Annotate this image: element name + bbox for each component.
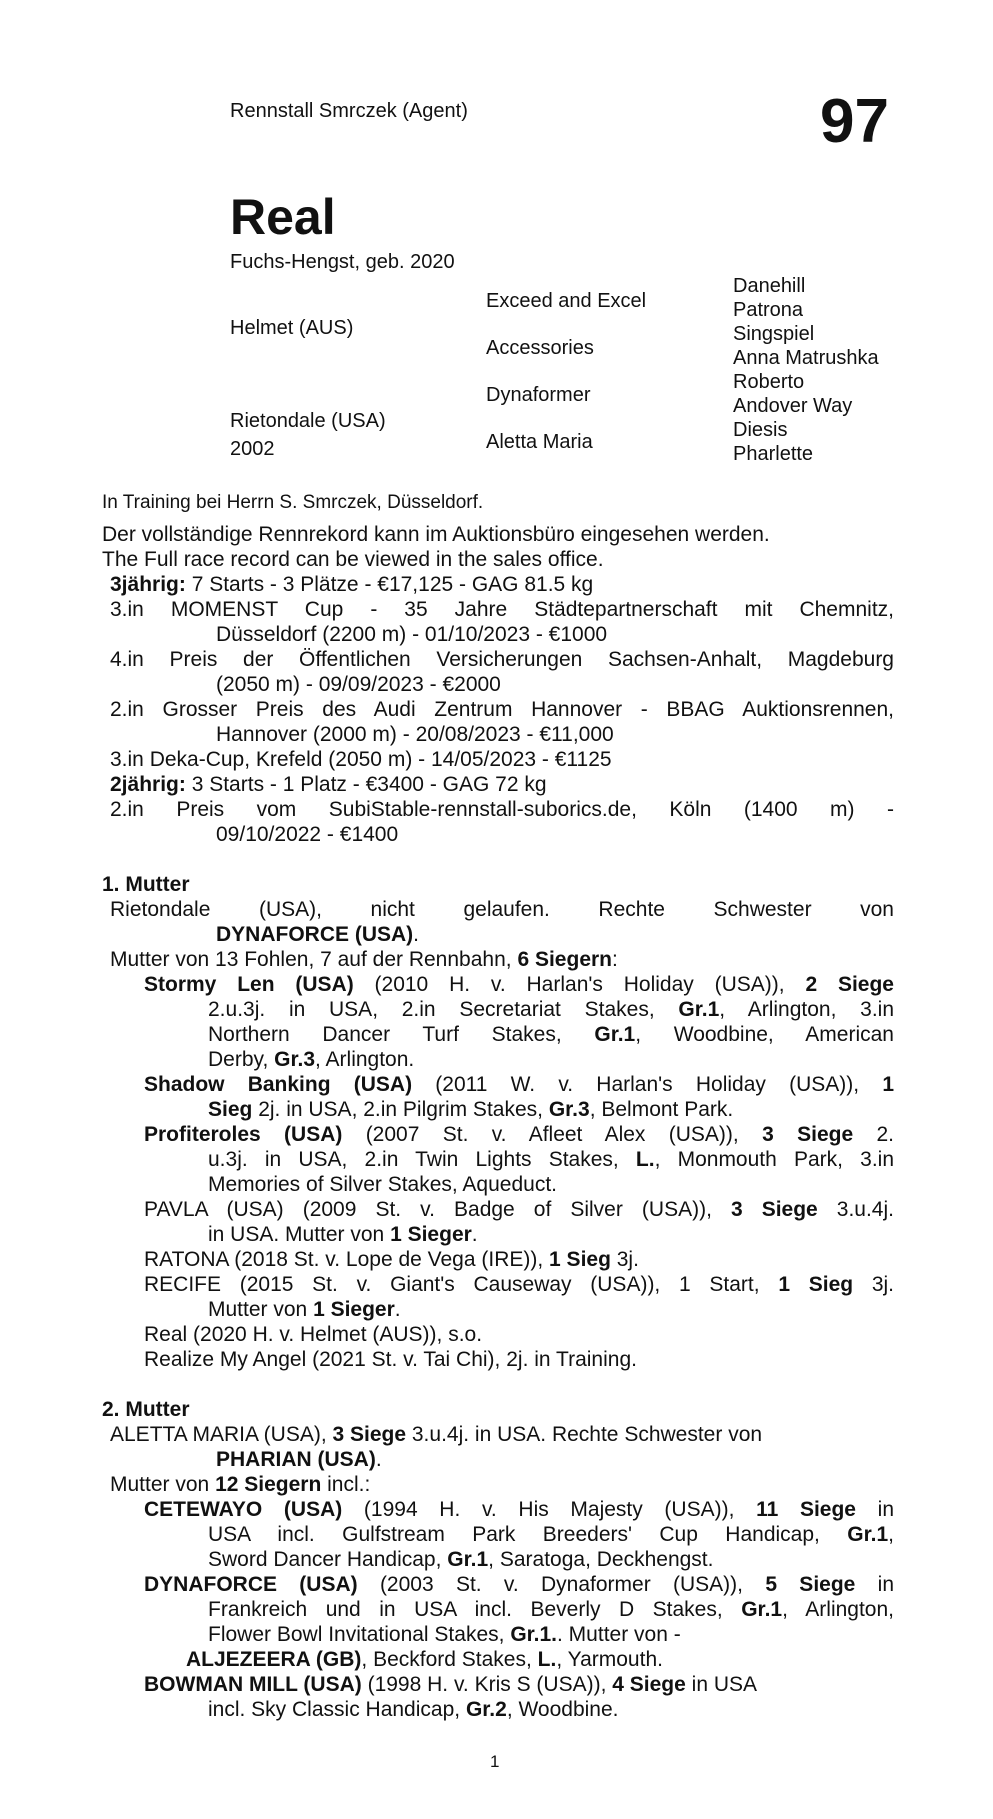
offspring-text: incl. Sky Classic Handicap,: [208, 1698, 461, 1721]
offspring-text: (1998 H. v. Kris S (USA)),: [361, 1673, 607, 1696]
offspring-line: [102, 1272, 894, 1297]
offspring-wins: 5 Siege: [765, 1573, 856, 1596]
offspring-line: [102, 1047, 894, 1072]
offspring-text: (1994 H. v. His Majesty (USA)),: [342, 1498, 735, 1521]
offspring-text: , Arlington, 3.in: [719, 998, 894, 1021]
offspring-text: Flower Bowl Invitational Stakes,: [208, 1623, 505, 1646]
offspring-text: Mutter von: [208, 1298, 308, 1321]
offspring-line: [102, 1497, 894, 1522]
grade: Gr.1: [741, 1598, 783, 1621]
age3-summary: 7 Starts - 3 Plätze - €17,125 - GAG 81.5 kg: [191, 573, 594, 596]
offspring-line: [102, 1547, 894, 1572]
offspring-text: RECIFE (2015 St. v. Giant's Causeway (USA)), 1 Start,: [144, 1273, 760, 1296]
horse-description: Fuchs-Hengst, geb. 2020: [230, 251, 455, 273]
grade: Gr.1: [678, 998, 720, 1021]
record-note-de: Der vollständige Rennrekord kann im Auktionsbüro eingesehen werden.: [102, 523, 770, 546]
offspring-line: [102, 1297, 894, 1322]
page-number: 1: [490, 1752, 500, 1771]
offspring-text: , Beckford Stakes,: [361, 1648, 532, 1671]
age2-summary: 3 Starts - 1 Platz - €3400 - GAG 72 kg: [191, 773, 547, 796]
offspring-text: 2.u.3j. in USA, 2.in Secretariat Stakes,: [208, 998, 655, 1021]
race-line: 2.in Preis vom SubiStable-rennstall-suborics.de, Köln (1400 m) -: [110, 798, 894, 821]
dam-wins: 3 Siege: [332, 1423, 407, 1446]
offspring-text: (2011 W. v. Harlan's Holiday (USA)),: [412, 1073, 860, 1096]
offspring-line: [102, 1022, 894, 1047]
pedigree-great-grandparent: Danehill: [733, 275, 806, 297]
offspring-line: [102, 1097, 894, 1122]
dam-produce-text: Mutter von 13 Fohlen, 7 auf der Rennbahn,: [110, 948, 512, 971]
dam-winners-count: 12 Siegern: [215, 1473, 322, 1496]
training-note: In Training bei Herrn S. Smrczek, Düsseldorf.: [102, 492, 484, 513]
offspring-text: , Yarmouth.: [556, 1648, 663, 1671]
record-age2: [102, 772, 894, 797]
offspring-line: Memories of Silver Stakes, Aqueduct.: [208, 1173, 557, 1196]
offspring-name: DYNAFORCE (USA): [144, 1573, 358, 1596]
offspring-name: Stormy Len (USA): [144, 973, 354, 996]
offspring-line: [102, 1672, 894, 1697]
offspring-wins: 3 Siege: [762, 1123, 854, 1146]
offspring-name: BOWMAN MILL (USA): [144, 1673, 362, 1696]
offspring-line: [102, 1697, 894, 1722]
offspring-text: 3j.: [853, 1273, 894, 1296]
offspring-text: , Monmouth Park, 3.in: [654, 1148, 894, 1171]
offspring-line: [102, 1197, 894, 1222]
agent-name: Rennstall Smrczek (Agent): [230, 100, 468, 122]
second-dam-heading: 2. Mutter: [102, 1398, 190, 1421]
race-line: Hannover (2000 m) - 20/08/2023 - €11,000: [216, 723, 614, 746]
pedigree-great-grandparent: Roberto: [733, 371, 805, 393]
lot-number: 97: [820, 87, 889, 156]
pedigree-grandparent: Dynaformer: [486, 384, 591, 406]
pedigree-grandparent: Aletta Maria: [486, 431, 593, 453]
race-line: (2050 m) - 09/09/2023 - €2000: [216, 673, 501, 696]
offspring-text: u.3j. in USA, 2.in Twin Lights Stakes,: [208, 1148, 619, 1171]
offspring-wins: 11 Siege: [756, 1498, 856, 1521]
offspring-line: Realize My Angel (2021 St. v. Tai Chi), 2j. in Training.: [144, 1348, 637, 1371]
pedigree-grandparent: Accessories: [486, 337, 594, 359]
sibling-name: DYNAFORCE (USA): [216, 923, 414, 946]
offspring-text: , Belmont Park.: [589, 1098, 734, 1121]
offspring-text: (2007 St. v. Afleet Alex (USA)),: [342, 1123, 739, 1146]
offspring-wins: 1 Sieg: [778, 1273, 854, 1296]
dam-text: 3.u.4j. in USA. Rechte Schwester von: [406, 1423, 763, 1446]
race-line: 2.in Grosser Preis des Audi Zentrum Hannover - BBAG Auktionsrennen,: [110, 698, 894, 721]
offspring-wins: 1 Sieger: [313, 1298, 395, 1321]
offspring-line: [102, 1122, 894, 1147]
offspring-text: , Woodbine, American: [635, 1023, 894, 1046]
grade: Gr.2: [465, 1698, 507, 1721]
pedigree-dam: Rietondale (USA): [230, 410, 386, 432]
offspring-line: [102, 997, 894, 1022]
offspring-line: Real (2020 H. v. Helmet (AUS)), s.o.: [144, 1323, 483, 1346]
pedigree-great-grandparent: Anna Matrushka: [733, 347, 879, 369]
pedigree-great-grandparent: Pharlette: [733, 443, 814, 465]
punct: .: [413, 923, 420, 946]
race-line: 09/10/2022 - €1400: [216, 823, 399, 846]
pedigree-great-grandparent: Andover Way: [733, 395, 853, 417]
race-line: Düsseldorf (2200 m) - 01/10/2023 - €1000: [216, 623, 608, 646]
race-line: 4.in Preis der Öffentlichen Versicherungen Sachsen-Anhalt, Magdeburg: [110, 648, 894, 671]
offspring-text: .: [394, 1298, 401, 1321]
offspring-wins: 4 Siege: [612, 1673, 686, 1696]
offspring-text: in: [855, 1573, 894, 1596]
grade: Gr.1.: [510, 1623, 558, 1646]
offspring-text: USA incl. Gulfstream Park Breeders' Cup Handicap,: [208, 1523, 820, 1546]
offspring-name: Profiteroles (USA): [144, 1123, 343, 1146]
offspring-wins: 1 Sieg: [549, 1248, 611, 1271]
offspring-wins: 2 Siege: [805, 973, 894, 996]
offspring-line: [102, 1072, 894, 1097]
listed: L.: [635, 1148, 655, 1171]
offspring-wins: Sieg: [208, 1098, 253, 1121]
offspring-line: [102, 972, 894, 997]
punct: .: [375, 1448, 382, 1471]
grade: Gr.3: [274, 1048, 316, 1071]
second-dam-line: [102, 1422, 894, 1447]
grade: Gr.1: [447, 1548, 489, 1571]
offspring-text: (2010 H. v. Harlan's Holiday (USA)),: [353, 973, 785, 996]
offspring-text: , Saratoga, Deckhengst.: [488, 1548, 714, 1571]
offspring-wins: 1 Sieger: [390, 1223, 472, 1246]
offspring-text: , Arlington,: [782, 1598, 894, 1621]
offspring-text: Sword Dancer Handicap,: [208, 1548, 442, 1571]
offspring-line: [102, 1247, 894, 1272]
pedigree-great-grandparent: Patrona: [733, 299, 804, 321]
offspring-text: Frankreich und in USA incl. Beverly D Stakes,: [208, 1598, 723, 1621]
dam-text: incl.:: [321, 1473, 371, 1496]
offspring-text: Derby,: [208, 1048, 269, 1071]
grade: Gr.1: [594, 1023, 636, 1046]
offspring-text: PAVLA (USA) (2009 St. v. Badge of Silver (USA)),: [144, 1198, 712, 1221]
grade: Gr.1: [847, 1523, 889, 1546]
first-dam-line: [102, 922, 894, 947]
offspring-line: [102, 1222, 894, 1247]
offspring-text: . Mutter von -: [557, 1623, 681, 1646]
pedigree-great-grandparent: Diesis: [733, 419, 788, 441]
race-line: 3.in Deka-Cup, Krefeld (2050 m) - 14/05/2023 - €1125: [110, 748, 612, 771]
offspring-wins: 1: [882, 1073, 894, 1096]
offspring-text: Northern Dancer Turf Stakes,: [208, 1023, 562, 1046]
offspring-name: CETEWAYO (USA): [144, 1498, 343, 1521]
grade: Gr.3: [548, 1098, 590, 1121]
record-age3: [102, 572, 894, 597]
pedigree-grandparent: Exceed and Excel: [486, 290, 647, 312]
punct: :: [612, 948, 618, 971]
age2-label: 2jährig:: [110, 773, 186, 796]
offspring-text: in USA: [685, 1673, 758, 1696]
offspring-text: in USA. Mutter von: [208, 1223, 385, 1246]
first-dam-line: [102, 947, 894, 972]
horse-name: Real: [230, 189, 336, 245]
second-dam-line: [102, 1472, 894, 1497]
first-dam-heading: 1. Mutter: [102, 873, 190, 896]
offspring-line: [102, 1647, 894, 1672]
first-dam-line: Rietondale (USA), nicht gelaufen. Rechte Schwester von: [110, 898, 894, 921]
offspring-line: [102, 1572, 894, 1597]
offspring-text: 3.u.4j.: [817, 1198, 894, 1221]
race-line: 3.in MOMENST Cup - 35 Jahre Städtepartnerschaft mit Chemnitz,: [110, 598, 894, 621]
offspring-line: [102, 1597, 894, 1622]
offspring-text: .: [471, 1223, 478, 1246]
offspring-text: RATONA (2018 St. v. Lope de Vega (IRE)),: [144, 1248, 544, 1271]
offspring-text: (2003 St. v. Dynaformer (USA)),: [357, 1573, 744, 1596]
offspring-text: 2.: [853, 1123, 894, 1146]
offspring-text: , Woodbine.: [506, 1698, 619, 1721]
catalogue-body: [102, 522, 894, 1722]
second-dam-line: [102, 1447, 894, 1472]
dam-text: Mutter von: [110, 1473, 210, 1496]
pedigree-sire: Helmet (AUS): [230, 317, 354, 339]
offspring-text: 3j.: [610, 1248, 639, 1271]
offspring-line: [102, 1522, 894, 1547]
offspring-text: in: [855, 1498, 894, 1521]
offspring-text: 2j. in USA, 2.in Pilgrim Stakes,: [252, 1098, 543, 1121]
record-note-en: The Full race record can be viewed in the sales office.: [102, 548, 604, 571]
age3-label: 3jährig:: [110, 573, 186, 596]
offspring-text: , Arlington.: [315, 1048, 415, 1071]
dam-winners-count: 6 Siegern: [517, 948, 612, 971]
dam-text: ALETTA MARIA (USA),: [110, 1423, 327, 1446]
offspring-text: ,: [888, 1523, 894, 1546]
offspring-line: [102, 1622, 894, 1647]
offspring-name: Shadow Banking (USA): [144, 1073, 413, 1096]
offspring-line: [102, 1147, 894, 1172]
offspring-wins: 3 Siege: [730, 1198, 818, 1221]
pedigree-great-grandparents: [733, 274, 879, 466]
sibling-name: PHARIAN (USA): [216, 1448, 376, 1471]
offspring-name: ALJEZEERA (GB): [186, 1648, 362, 1671]
pedigree-dam-year: 2002: [230, 438, 275, 460]
listed: L.: [537, 1648, 557, 1671]
pedigree-great-grandparent: Singspiel: [733, 323, 815, 345]
